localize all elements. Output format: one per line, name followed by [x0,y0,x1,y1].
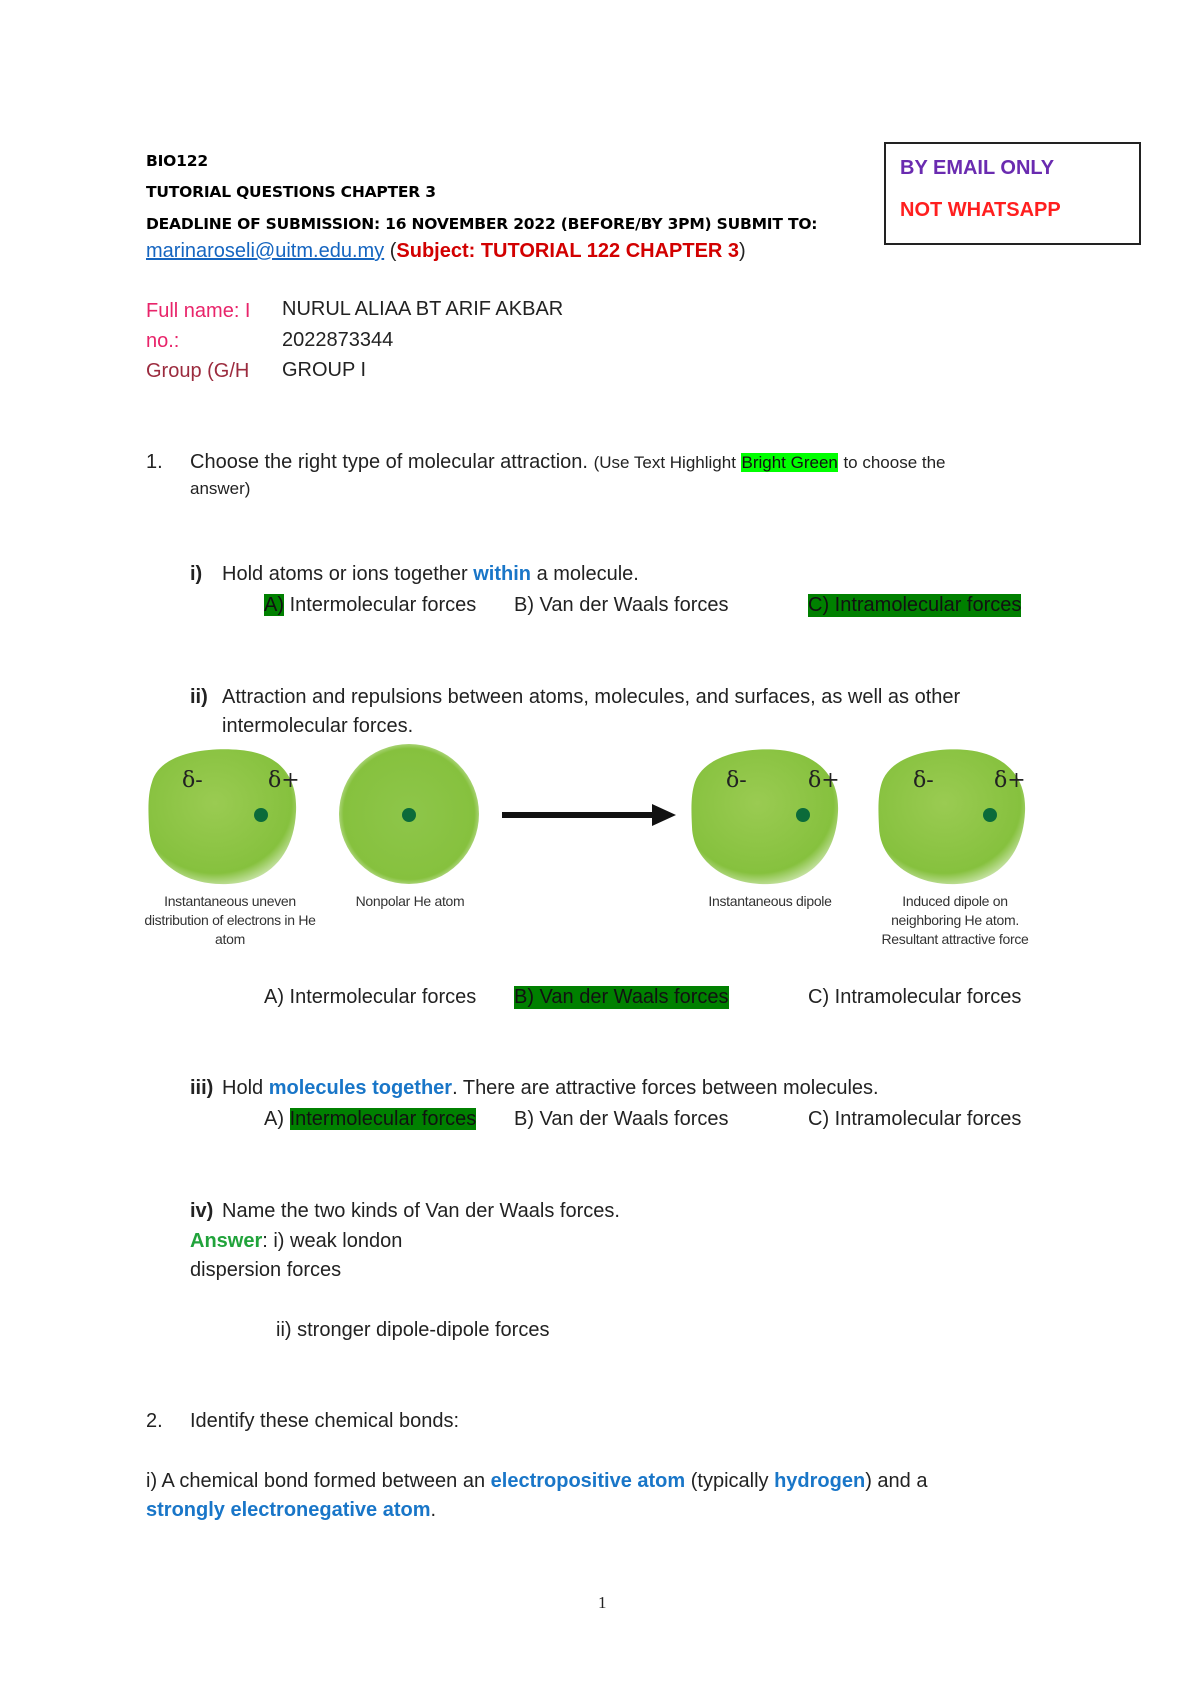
q1-ii-option-a: A) Intermolecular forces [264,986,477,1008]
q2-i-kw-hydrogen: hydrogen [774,1470,866,1492]
caption-uneven: Instantaneous uneven distribution of electrons in He atom [144,893,316,947]
q1-i-option-a-letter: A) [264,594,284,616]
q1-ii-line1: Attraction and repulsions between atoms, molecules, and surfaces, as well as other [222,686,961,708]
document-title: TUTORIAL QUESTIONS CHAPTER 3 [146,183,436,201]
q2-i-end: . [430,1499,437,1521]
nucleus-1 [254,808,268,822]
q1-iii-option-a-letter: A) [264,1108,284,1130]
he-atom-nonpolar [339,744,479,884]
q2-text: Identify these chemical bonds: [190,1410,460,1432]
deadline-text: DEADLINE OF SUBMISSION: 16 NOVEMBER 2022 (BEFORE/BY 3PM) SUBMIT TO: [146,215,818,233]
q1-iii-question [222,1077,879,1100]
answer-label: Answer [190,1230,263,1252]
course-code: BIO122 [146,152,208,170]
q1-text: Choose the right type of molecular attraction. [190,451,588,473]
notice-email-only: BY EMAIL ONLY [900,157,1055,179]
caption-instantaneous: Instantaneous dipole [708,893,832,909]
caption-induced: Induced dipole on neighboring He atom. Resultant attractive force [881,893,1029,947]
van-der-waals-figure [140,742,1060,900]
group-value: GROUP I [282,359,367,381]
student-no-value: 2022873344 [282,329,394,351]
instantaneous-dipole [691,749,839,884]
q2-i-mid1: (typically [690,1470,769,1492]
q2-i-line2 [146,1499,436,1522]
notice-not-whatsapp: NOT WHATSAPP [900,199,1061,221]
subject-close: ) [739,240,746,262]
q1-iv-label: iv) [190,1200,214,1222]
nucleus-4 [983,808,997,822]
answer-1a: : i) weak london [262,1230,403,1252]
q1-instr-post: to choose the [843,453,946,472]
q1-prompt [190,451,946,474]
q1-iii-option-b: B) Van der Waals forces [514,1108,729,1130]
q2-i-pre: i) A chemical bond formed between an [146,1470,486,1492]
q1-instr-pre: (Use Text Highlight [593,453,736,472]
delta-plus-1: δ+ [268,768,300,793]
q1-ii-option-c: C) Intramolecular forces [808,986,1022,1008]
q1-iii-keyword: molecules together [268,1077,453,1099]
full-name-label: Full name: I [146,300,251,322]
notice-box [884,142,1141,245]
delta-plus-3: δ+ [808,768,840,793]
subject-open: ( [389,240,397,262]
q1-iv-question: Name the two kinds of Van der Waals forces. [222,1200,620,1222]
q2-i-mid2: ) and a [865,1470,928,1492]
q1-i-option-a-text: Intermolecular forces [289,594,477,616]
q1-i-option-c: C) Intramolecular forces [808,594,1022,616]
full-name-value: NURUL ALIAA BT ARIF AKBAR [282,298,564,320]
q1-iv-answer-line2: dispersion forces [190,1259,342,1281]
q1-i-option-b: B) Van der Waals forces [514,594,729,616]
q1-iii-option-a-text: Intermolecular forces [289,1108,477,1130]
q1-iii-post: . There are attractive forces between molecules. [452,1077,879,1099]
q1-i-label: i) [190,563,203,585]
q1-iii-option-a [264,1108,476,1131]
student-no-label: no.: [146,330,180,352]
caption-nonpolar: Nonpolar He atom [355,893,465,909]
q1-iii-label: iii) [190,1077,214,1099]
q1-iii-pre: Hold [222,1077,264,1099]
delta-minus-4: δ- [913,768,934,793]
q1-i-question [222,563,639,586]
q1-iii-option-c: C) Intramolecular forces [808,1108,1022,1130]
q2-i-kw-electropositive: electropositive atom [490,1470,686,1492]
q2-number: 2. [146,1410,163,1432]
q1-ii-label: ii) [190,686,208,708]
submission-line [146,240,746,263]
q1-instr-line2: answer) [190,479,251,498]
q1-iv-answer-2: ii) stronger dipole-dipole forces [276,1319,550,1341]
nucleus-2 [402,808,416,822]
email-subject: Subject: TUTORIAL 122 CHAPTER 3 [396,240,740,262]
delta-minus-1: δ- [182,768,203,793]
q1-i-pre: Hold atoms or ions together [222,563,468,585]
q1-ii-line2: intermolecular forces. [222,715,414,737]
arrow-right-icon [502,804,676,826]
he-atom-uneven [148,749,299,884]
nucleus-3 [796,808,810,822]
group-label: Group (G/H [146,360,250,382]
induced-dipole [878,749,1025,884]
page-number: 1 [598,1593,607,1612]
q2-i-line1 [146,1470,927,1493]
q1-instr-highlight: Bright Green [741,453,838,472]
delta-minus-3: δ- [726,768,747,793]
delta-plus-4: δ+ [994,768,1026,793]
q1-i-keyword: within [473,563,532,585]
q1-iv-answer-line1 [190,1230,402,1253]
q1-i-post: a molecule. [536,563,639,585]
q1-number: 1. [146,451,163,473]
q1-i-option-a [264,594,476,617]
q2-i-kw-electronegative: strongly electronegative atom [146,1499,431,1521]
q1-ii-option-b: B) Van der Waals forces [514,986,729,1008]
email-link[interactable]: marinaroseli@uitm.edu.my [146,240,385,262]
